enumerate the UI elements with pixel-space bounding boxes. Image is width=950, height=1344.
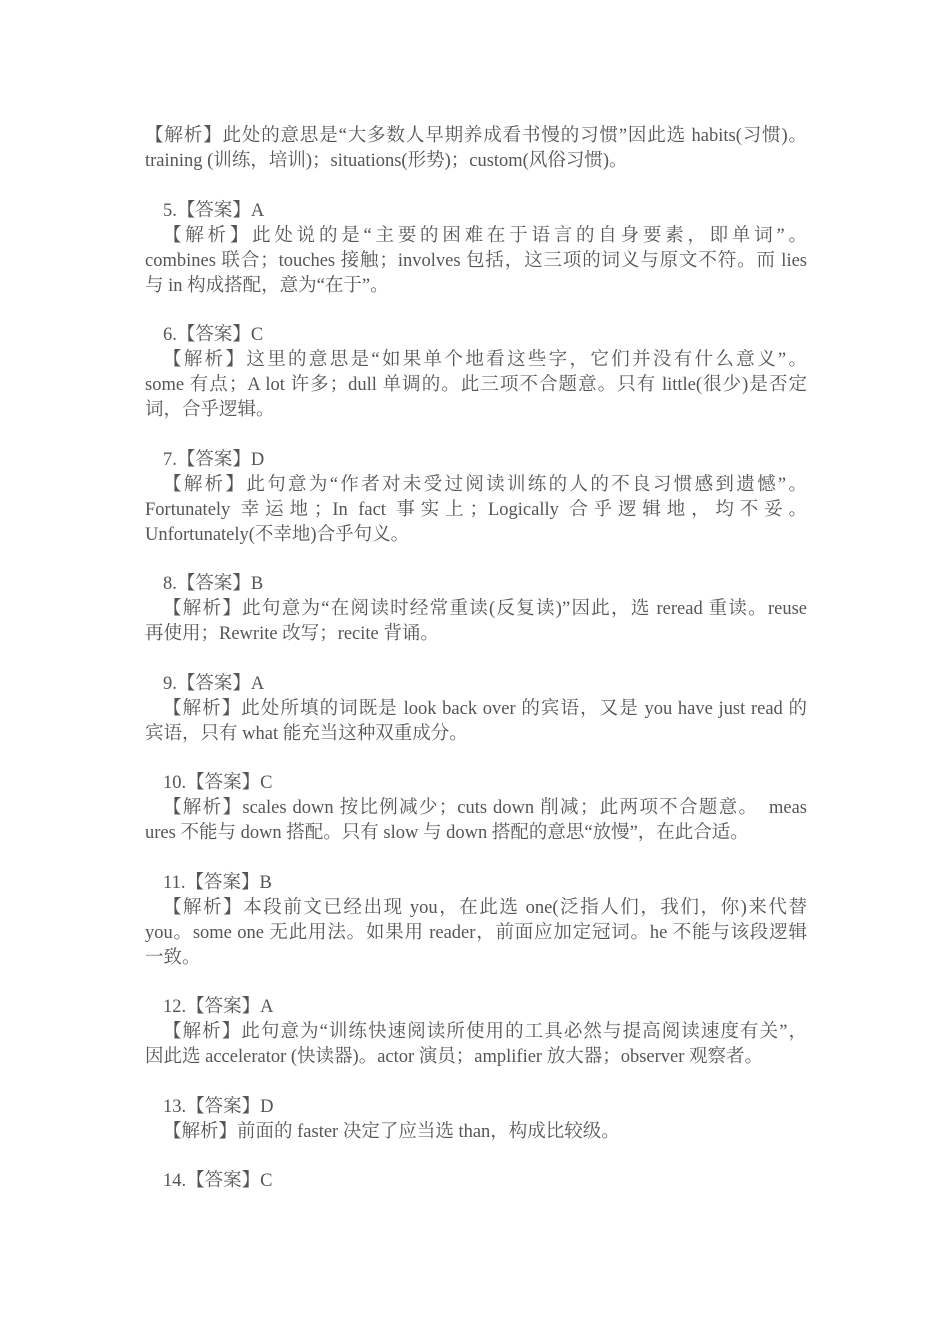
explanation-line: 【解析】此句意为“在阅读时经常重读(反复读)”因此，选 reread 重读。reuse	[163, 599, 807, 619]
answer-item-8	[145, 572, 807, 647]
answer-label: 6.【答案】C	[163, 325, 264, 345]
explanation-line: 词，合乎逻辑。	[145, 400, 275, 420]
answer-item-12	[145, 995, 807, 1070]
explanation-line: 【解析】本段前文已经出现 you，在此选 one(泛指人们，我们，你)来代替	[163, 897, 807, 918]
explanation-line: you。some one 无此用法。如果用 reader，前面应加定冠词。he 不能与该段逻辑	[145, 922, 807, 943]
explanation-line: 【解析】这里的意思是“如果单个地看这些字，它们并没有什么意义”。	[163, 350, 807, 370]
answer-item-14	[145, 1169, 807, 1194]
explanation-line: combines 联合；touches 接触；involves 包括，这三项的词义与原文不符。而 lies	[145, 250, 807, 271]
answer-item-13	[145, 1095, 807, 1145]
answer-item-9	[145, 672, 807, 747]
text-line: 【解析】此处的意思是“大多数人早期养成看书慢的习惯”因此选 habits(习惯)。	[145, 126, 807, 146]
explanation-line: 【解析】此处说的是“主要的困难在于语言的自身要素，即单词”。	[163, 225, 807, 246]
explanation-line: 与 in 构成搭配，意为“在于”。	[145, 275, 389, 296]
explanation-line: 【解析】此句意为“作者对未受过阅读训练的人的不良习惯感到遗憾”。	[163, 474, 807, 495]
explanation-line: 【解析】此句意为“训练快速阅读所使用的工具必然与提高阅读速度有关”，	[163, 1022, 807, 1042]
explanation-line: Unfortunately(不幸地)合乎句义。	[145, 524, 410, 545]
explanation-line: Fortunately 幸运地；In fact 事实上；Logically 合乎逻辑地，均不妥。	[145, 499, 807, 520]
answer-label: 14.【答案】C	[163, 1171, 273, 1191]
explanation-line: ures 不能与 down 搭配。只有 slow 与 down 搭配的意思“放慢”，在此合适。	[145, 823, 749, 843]
intro-explanation	[145, 124, 807, 174]
explanation-line: some 有点；A lot 许多；dull 单调的。此三项不合题意。只有 little(很少)是否定	[145, 375, 807, 395]
answer-label: 12.【答案】A	[163, 997, 274, 1017]
explanation-line: 再使用；Rewrite 改写；recite 背诵。	[145, 624, 439, 644]
explanation-line: 因此选 accelerator (快读器)。actor 演员；amplifier 放大器；observer 观察者。	[145, 1047, 764, 1067]
answer-item-7	[145, 448, 807, 548]
answer-label: 7.【答案】D	[163, 449, 265, 470]
explanation-line: 【解析】此处所填的词既是 look back over 的宾语，又是 you have just read 的	[163, 698, 807, 719]
answer-item-11	[145, 871, 807, 971]
explanation-line: 【解析】scales down 按比例减少；cuts down 削减；此两项不合题意。 meas	[163, 798, 807, 818]
explanation-line: 一致。	[145, 947, 201, 968]
answer-item-6	[145, 323, 807, 423]
answer-item-10	[145, 771, 807, 846]
document-page	[145, 124, 807, 1194]
answer-label: 13.【答案】D	[163, 1096, 274, 1117]
answer-label: 8.【答案】B	[163, 574, 264, 594]
answer-item-5	[145, 199, 807, 299]
answer-label: 9.【答案】A	[163, 673, 265, 694]
text-line: training (训练，培训)；situations(形势)；custom(风俗习惯)。	[145, 151, 628, 171]
explanation-line: 【解析】前面的 faster 决定了应当选 than，构成比较级。	[163, 1121, 620, 1142]
answer-label: 11.【答案】B	[163, 872, 272, 893]
explanation-line: 宾语，只有 what 能充当这种双重成分。	[145, 723, 468, 744]
answer-label: 10.【答案】C	[163, 773, 273, 793]
answer-label: 5.【答案】A	[163, 200, 265, 221]
